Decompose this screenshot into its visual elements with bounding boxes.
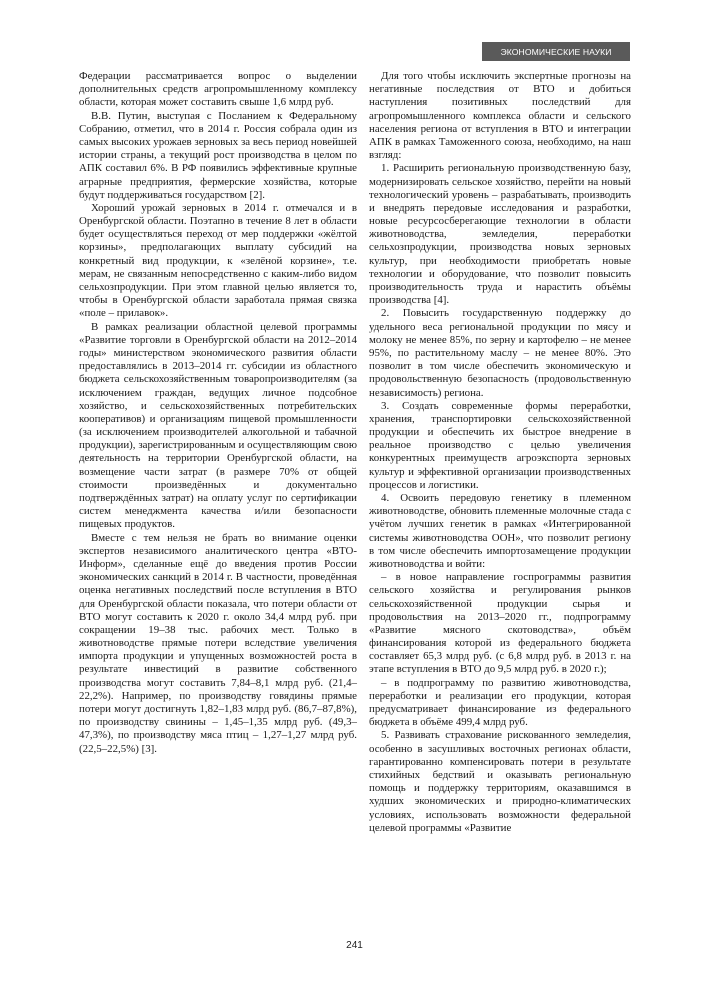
right-column — [369, 70, 631, 835]
paragraph: 5. Развивать страхование рискованного земледелия, особенно в засушливых восточных регионах области, гарантированно компенсировать потери в результате стихийных бедствий и оказывать региональную помощь и поддержку территориям, оказавшимся в худших экономических и природно-климатических условиях, использовать возможности федеральной целевой программы «Развитие — [369, 729, 631, 834]
section-header — [482, 42, 630, 61]
paragraph: 2. Повысить государственную поддержку до удельного веса региональной продукции по мясу и молоку не менее 85%, по зерну и картофелю – не менее 95%, по растительному маслу – не менее 80%. Это позволит в том числе обеспечить экономическую и продовольственную безопасность (продовольственную независимость) региона. — [369, 307, 631, 399]
paragraph: – в новое направление госпрограммы развития сельского хозяйства и регулирования рынков сельскохозяйственной продукции сырья и продовольствия на 2013–2020 гг., подпрограмму «Развитие мясного скотоводства», объём финансирования которой из федерального бюджета составляет 65,3 млрд руб. (с 6,8 млрд руб. в 2013 г. на этапе вступления в ВТО до 9,5 млрд руб. в 2020 г.); — [369, 571, 631, 676]
left-column — [79, 70, 357, 756]
paragraph: Для того чтобы исключить экспертные прогнозы на негативные последствия от ВТО и добиться наступления позитивных последствий для агропромышленного комплекса области и сельского населения региона от вступления в ВТО и интеграции АПК в рамках Таможенного союза, необходимо, на наш взгляд: — [369, 70, 631, 162]
paragraph: – в подпрограмму по развитию животноводства, переработки и реализации его продукции, которая предусматривает финансирование из федерального бюджета в объёме 499,4 млрд руб. — [369, 676, 631, 729]
section-title: ЭКОНОМИЧЕСКИЕ НАУКИ — [500, 46, 612, 57]
paragraph: Федерации рассматривается вопрос о выделении дополнительных средств агропромышленному комплексу области, которая может составить свыше 1,6 млрд руб. — [79, 70, 357, 109]
paragraph: 1. Расширить региональную производственную базу, модернизировать сельское хозяйство, перейти на новый технологический уровень – разрабатывать, производить и внедрять передовые исследования и разработки, новые ресурсосберегающие технологии в области животноводства, земледелия, переработки сельхозпродукции, производства новых зерновых культур, при необходимости приобретать новые технологии и оборудование, что позволит повысить производительность труда и нарастить объёмы производства [4]. — [369, 162, 631, 307]
paragraph: 3. Создать современные формы переработки, хранения, транспортировки сельскохозяйственной продукции и обеспечить их быстрое внедрение в реальное производство с целью увеличения конкурентных преимуществ агроэкспорта зерновых культур и эффективной организации производственных процессов и логистики. — [369, 399, 631, 491]
paragraph: 4. Освоить передовую генетику в племенном животноводстве, обновить племенные молочные стада с учётом лучших генетик в рамках «Интегрированной системы животноводства ООН», что позволит региону в том числе обеспечить импортозамещение продукции животноводства и войти: — [369, 492, 631, 570]
paragraph: Хороший урожай зерновых в 2014 г. отмечался и в Оренбургской области. Поэтапно в течение 8 лет в области будет осуществляться переход от мер поддержки «жёлтой корзины», предполагающих выплату субсидий на конкретный вид продукции, к «зелёной корзине», т.е. мерам, не связанным непосредственно с каким-либо видом сельхозпродукции. При этом главной целью является то, чтобы в Оренбургской области заработала прямая связка «поле – прилавок». — [79, 201, 357, 320]
paragraph: В рамках реализации областной целевой программы «Развитие торговли в Оренбургской области на 2012–2014 годы» министерством экономического развития области предоставлялись в 2013–2014 гг. субсидии из областного бюджета сельскохозяйственным товаропроизводителям (за исключением граждан, ведущих личное подсобное хозяйство, и сельскохозяйственных потребительских кооперативов) и организациям пищевой промышленности (за исключением производителей алкогольной и табачной продукции), зарегистрированным и осуществляющим свою деятельность на территории Оренбургской области, на возмещение части затрат (в размере 70% от общей стоимости произведённых и документально подтверждённых затрат) на оплату услуг по сертификации систем менеджмента качества и/или безопасности пищевых продуктов. — [79, 320, 357, 531]
page-number: 241 — [346, 940, 363, 951]
paragraph: Вместе с тем нельзя не брать во внимание оценки экспертов независимого аналитического центра «ВТО-Информ», сделанные ещё до введения против России экономических санкций в 2014 г. В частности, проведённая оценка негативных последствий после вступления в ВТО для Оренбургской области показала, что потери области от ВТО могут составить к 2020 г. около 34,4 млрд руб. при сокращении 19–38 тыс. рабочих мест. Только в животноводстве прямые потери вследствие увеличения импорта продукции и упущенных возможностей роста в результате инвестиций в развитие собственного производства могут составить 7,84–8,1 млрд руб. (21,4–22,2%). Например, по производству говядины прямые потери могут достигнуть 1,82–1,83 млрд руб. (86,7–87,8%), по производству свинины – 1,45–1,35 млрд руб. (49,3–47,3%), по производству мяса птиц – 1,27–1,27 млрд руб. (22,5–22,5%) [3]. — [79, 531, 357, 755]
paragraph: В.В. Путин, выступая с Посланием к Федеральному Собранию, отметил, что в 2014 г. Россия собрала один из самых высоких урожаев зерновых за весь период новейшей истории страны, а текущий рост производства в целом по АПК составил 6%. В РФ появились эффективные крупные аграрные предприятия, фермерские хозяйства, которые будут поддерживаться государством [2]. — [79, 109, 357, 201]
